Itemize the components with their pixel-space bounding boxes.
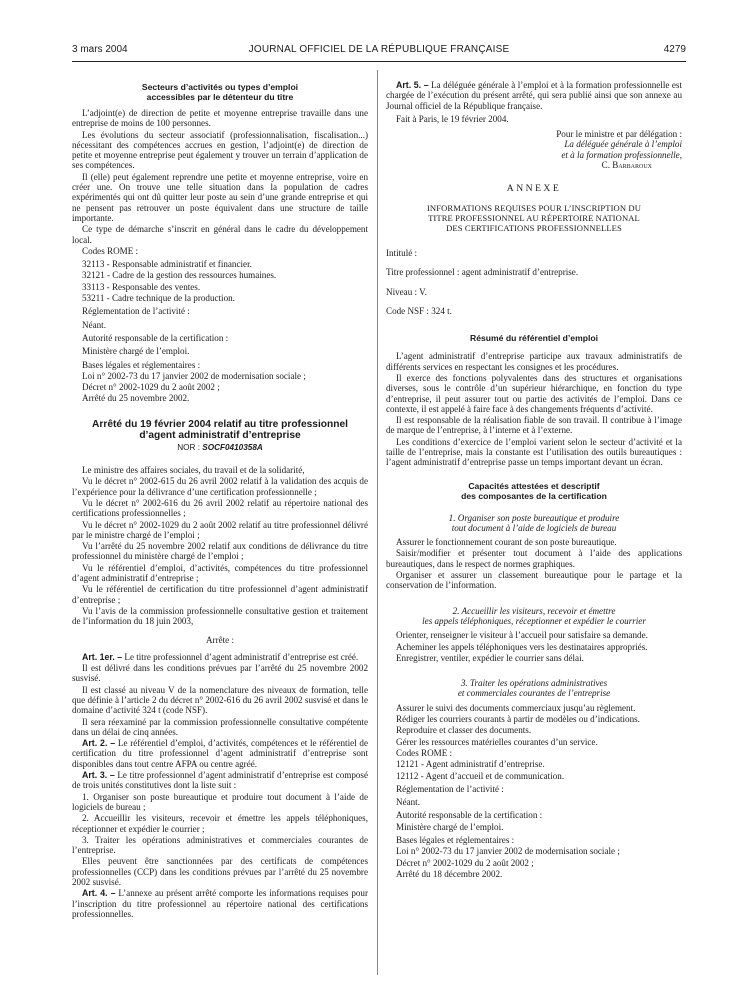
codes-rome-label: Codes ROME : (82, 245, 139, 256)
right-column (386, 76, 682, 880)
bases-label: Bases légales et réglementaires : (82, 359, 201, 370)
page-header (72, 44, 686, 58)
article-3-item: 1. Organiser son poste bureautique et produire tout document à l’aide de logiciels de bureau ; (72, 791, 368, 812)
paragraph: Ce type de démarche s’inscrit en général dans le cadre du développement local. (72, 224, 368, 245)
fait-a-paris: Fait à Paris, le 19 février 2004. (396, 113, 509, 124)
bases-label: Bases légales et réglementaires : (396, 835, 515, 846)
bases-item: Décret n° 2002-1029 du 2 août 2002 ; (396, 857, 534, 868)
code-item: 12112 - Agent d’accueil et de communication. (396, 770, 565, 781)
header-page-number: 4279 (663, 44, 686, 55)
autorite-label: Autorité responsable de la certification : (396, 810, 543, 821)
signature-line-2 (386, 139, 682, 149)
article-5-label: Art. 5. – (396, 80, 429, 90)
vu-paragraph: Vu le décret n° 2002-1029 du 2 août 2002 relatif au titre professionnel délivré par le ministre chargé de l’emploi ; (72, 519, 368, 540)
code-item: 53211 - Cadre technique de la production. (82, 293, 235, 304)
article-3-text: Le titre professionnel d’agent administratif d’entreprise est composé de trois unités constitutives dont la liste suit : (72, 770, 368, 791)
article-2-label: Art. 2. – (82, 738, 116, 749)
paragraph: Il (elle) peut également reprendre une petite et moyenne entreprise, voire en créer une. On trouve une telle situation dans la population de cadres expérimentés qui ont dû quitter leur poste au sein d’une grande entreprise et qui ne pensent pas retrouver un poste équivalent dans une structure de taille importante. (72, 171, 368, 223)
vu-paragraph: Vu le décret n° 2002-615 du 26 avril 2002 relatif à la validation des acquis de l’expérience pour la délivrance d’une certification professionnelle ; (72, 476, 368, 497)
info-heading-line-2: TITRE PROFESSIONNEL AU RÉPERTOIRE NATIONAL (428, 212, 640, 223)
article-5 (386, 80, 682, 111)
article-3-item: 3. Traiter les opérations administratives et commerciales courantes de l’entreprise. (72, 834, 368, 856)
unit-3-item: Assurer le suivi des documents commerciaux jusqu’au règlement. (396, 702, 636, 713)
paragraph: Les évolutions du secteur associatif (professionnalisation, fiscalisation...) nécessitant des compétences accrues en gestion, l’adjoint(e) de direction de petite et moyenne entreprise peut également y trouver un terrain d’application de ses compétences. (72, 129, 368, 171)
signature-line-1: Pour le ministre et par délégation : (556, 129, 682, 140)
unit-2-title-line-1: 2. Accueillir les visiteurs, recevoir et émettre (452, 605, 616, 616)
code-item: 32113 - Responsable administratif et financier. (82, 259, 252, 270)
intitule-value: Titre professionnel : agent administratif d’entreprise. (386, 267, 579, 278)
bases-item: Loi n° 2002-73 du 17 janvier 2002 de modernisation sociale ; (82, 370, 306, 381)
capacites-title-line-1: Capacités attestées et descriptif (468, 480, 600, 491)
unit-1-item: Assurer le fonctionnement courant de son poste bureautique. (396, 537, 617, 548)
signature-line-3 (386, 150, 682, 160)
header-date: 3 mars 2004 (72, 44, 128, 55)
bases-item: Loi n° 2002-73 du 17 janvier 2002 de modernisation sociale ; (396, 846, 620, 857)
autorite-value: Ministère chargé de l’emploi. (82, 346, 190, 357)
article-3-label: Art. 3. – (82, 770, 115, 781)
vu-paragraph: Vu le référentiel de certification du titre professionnel d’agent administratif d’entreprise ; (72, 584, 368, 605)
unit-1-title-line-1: 1. Organiser son poste bureautique et produire (448, 512, 620, 523)
paragraph: Il est classé au niveau V de la nomenclature des niveaux de formation, telle que définie à l’article 2 du décret n° 2002-616 du 26 avril 2002 susvisé et dans le domaine d’activité 324 t (code NSF). (72, 684, 368, 716)
paragraph: Elles peuvent être sanctionnées par des certificats de compétences professionnelles (CCP) dans les conditions prévues par l’arrêté du 25 novembre 2002 susvisé. (72, 856, 368, 887)
header-rule (72, 61, 686, 62)
article-3-item: 2. Accueillir les visiteurs, recevoir et émettre les appels téléphoniques, réceptionner et expédier le courrier ; (72, 813, 368, 834)
unit-3-title-line-2: et commerciales courantes de l’entreprise (457, 688, 611, 699)
reglementation-label: Réglementation de l’activité : (82, 306, 190, 317)
article-1 (72, 652, 368, 662)
unit-1-item: Organiser et assurer un classement bureautique pour le partage et la conservation de l’information. (386, 570, 682, 591)
vu-paragraph: Vu l’avis de la commission professionnelle consultative gestion et traitement de l’information du 18 juin 2003, (72, 605, 368, 627)
bases-item: Arrêté du 25 novembre 2002. (82, 393, 190, 404)
article-4-text: L’annexe au présent arrêté comporte les informations requises pour l’inscription du titre professionnel au répertoire national des certifications professionnelles. (72, 888, 368, 919)
paragraph: L’adjoint(e) de direction de petite et moyenne entreprise travaille dans une entreprise de moins de 100 personnes. (72, 108, 368, 129)
resume-paragraph: Les conditions d’exercice de l’emploi varient selon le secteur d’activité et la taille de l’entreprise, mais la constante est l’utilisation des outils bureautiques : l’agent administratif d’entreprise passe un temps important devant un écran. (386, 436, 682, 468)
nor-value: SOCF0410358A (202, 442, 263, 452)
autorite-label: Autorité responsable de la certification : (82, 332, 229, 343)
article-1-text: Le titre professionnel d’agent administratif d’entreprise est créé. (124, 651, 359, 662)
vu-paragraph: Vu le référentiel d’emploi, d’activités, compétences du titre professionnel d’agent administratif d’entreprise ; (72, 562, 368, 583)
resume-title: Résumé du référentiel d’emploi (470, 333, 598, 344)
resume-paragraph: Il exerce des fonctions polyvalentes dans des structures et organisations diverses, sous le contrôle d’un supérieur hiérarchique, en fonction du type d’entreprise, il peut assurer tout ou partie des activités de l’emploi. Dans ce contexte, il est appelé à faire face à des changements fréquents d’activité. (386, 372, 682, 414)
signature-title-2: et à la formation professionnelle, (561, 149, 682, 160)
unit-3-item: Reproduire et classer des documents. (396, 725, 532, 736)
signatory-name: C. Barbaroux (601, 160, 652, 171)
unit-3-item: Gérer les ressources matérielles courantes d’un service. (396, 736, 598, 747)
vu-paragraph: Vu l’arrêté du 25 novembre 2002 relatif aux conditions de délivrance du titre professionnel du ministère chargé de l’emploi ; (72, 541, 368, 562)
signature-name (386, 160, 682, 170)
unit-3-item: Rédiger les courriers courants à partir de modèles ou d’indications. (396, 714, 640, 725)
unit-1-item: Saisir/modifier et présenter tout document à l’aide des applications bureautiques, dans le respect de normes graphiques. (386, 548, 682, 569)
article-4-label: Art. 4. – (82, 888, 116, 899)
unit-2-title-line-2: les appels téléphoniques, réceptionner et expédier le courrier (422, 615, 646, 626)
autorite-value: Ministère chargé de l’emploi. (396, 821, 504, 832)
paragraph: Il sera réexaminé par la commission professionnelle consultative compétente dans un délai de cinq années. (72, 716, 368, 737)
section-title-line-1: Secteurs d’activités ou types d’emploi (141, 82, 299, 92)
unit-1-title-line-2: tout document à l’aide de logiciels de bureau (451, 522, 617, 533)
annexe-heading: ANNEXE (506, 183, 562, 195)
unit-2-item: Acheminer les appels téléphoniques vers les destinataires appropriés. (396, 641, 648, 652)
code-item: 32121 - Cadre de la gestion des ressources humaines. (82, 270, 277, 281)
article-5-text: La déléguée générale à l’emploi et à la formation professionnelle est chargée de l’exécution du présent arrêté, qui sera publié ainsi que son annexe au Journal officiel de la République française. (386, 80, 682, 111)
code-item: 33113 - Responsable des ventes. (82, 281, 201, 292)
resume-paragraph: Il est responsable de la réalisation fiable de son travail. Il contribue à l’image de marque de l’entreprise, à l’interne et à l’externe. (386, 415, 682, 436)
intro-minister: Le ministre des affaires sociales, du travail et de la solidarité, (82, 465, 305, 476)
unit-2-item: Enregistrer, ventiler, expédier le courrier sans délai. (396, 652, 584, 663)
article-2 (72, 738, 368, 769)
article-4 (72, 888, 368, 919)
bases-item: Arrêté du 18 décembre 2002. (396, 868, 503, 879)
reglementation-value: Néant. (82, 319, 106, 330)
unit-3-title-line-1: 3. Traiter les opérations administratives (460, 678, 608, 689)
codes-rome-label: Codes ROME : (396, 747, 453, 758)
arrete-title-line-1: Arrêté du 19 février 2004 relatif au titre professionnel (92, 418, 348, 430)
reglementation-label: Réglementation de l’activité : (396, 783, 504, 794)
article-2-text: Le référentiel d’emploi, d’activités, compétences et le référentiel de certification du titre professionnel d’agent administratif d’entreprise sont disponibles dans tout centre AFPA ou centre agréé. (72, 738, 368, 769)
header-journal-title: JOURNAL OFFICIEL DE LA RÉPUBLIQUE FRANÇAISE (248, 44, 510, 55)
paragraph: Il est délivré dans les conditions prévues par l’arrêté du 25 novembre 2002 susvisé. (72, 663, 368, 684)
article-3 (72, 770, 368, 791)
vu-paragraph: Vu le décret n° 2002-616 du 26 avril 2002 relatif au répertoire national des certifications professionnelles ; (72, 497, 368, 519)
info-heading-line-1: INFORMATIONS REQUISES POUR L’INSCRIPTION DU (426, 202, 642, 213)
signature-title-1: La déléguée générale à l’emploi (564, 139, 682, 150)
nor-label: NOR : (177, 442, 200, 452)
reglementation-value: Néant. (396, 797, 420, 808)
capacites-title-line-2: des composantes de la certification (461, 490, 607, 501)
code-item: 12121 - Agent administratif d’entreprise. (396, 759, 545, 770)
article-1-label: Art. 1er. – (82, 651, 123, 662)
left-column (72, 76, 368, 920)
resume-paragraph: L’agent administratif d’entreprise participe aux travaux administratifs de différents services en respectant les consignes et les procédures. (386, 351, 682, 372)
arrete-label: Arrête : (205, 635, 235, 646)
unit-2-item: Orienter, renseigner le visiteur à l’accueil pour satisfaire sa demande. (396, 630, 648, 641)
section-title-line-2: accessibles par le détenteur du titre (146, 92, 294, 102)
nor-reference (72, 443, 368, 453)
column-divider (377, 70, 378, 975)
arrete-title-line-2: d’agent administratif d’entreprise (139, 430, 301, 442)
niveau: Niveau : V. (386, 286, 427, 297)
code-nsf: Code NSF : 324 t. (386, 305, 452, 316)
intitule-label: Intitulé : (386, 247, 418, 258)
bases-item: Décret n° 2002-1029 du 2 août 2002 ; (82, 382, 220, 393)
info-heading-line-3: DES CERTIFICATIONS PROFESSIONNELLES (446, 222, 622, 233)
